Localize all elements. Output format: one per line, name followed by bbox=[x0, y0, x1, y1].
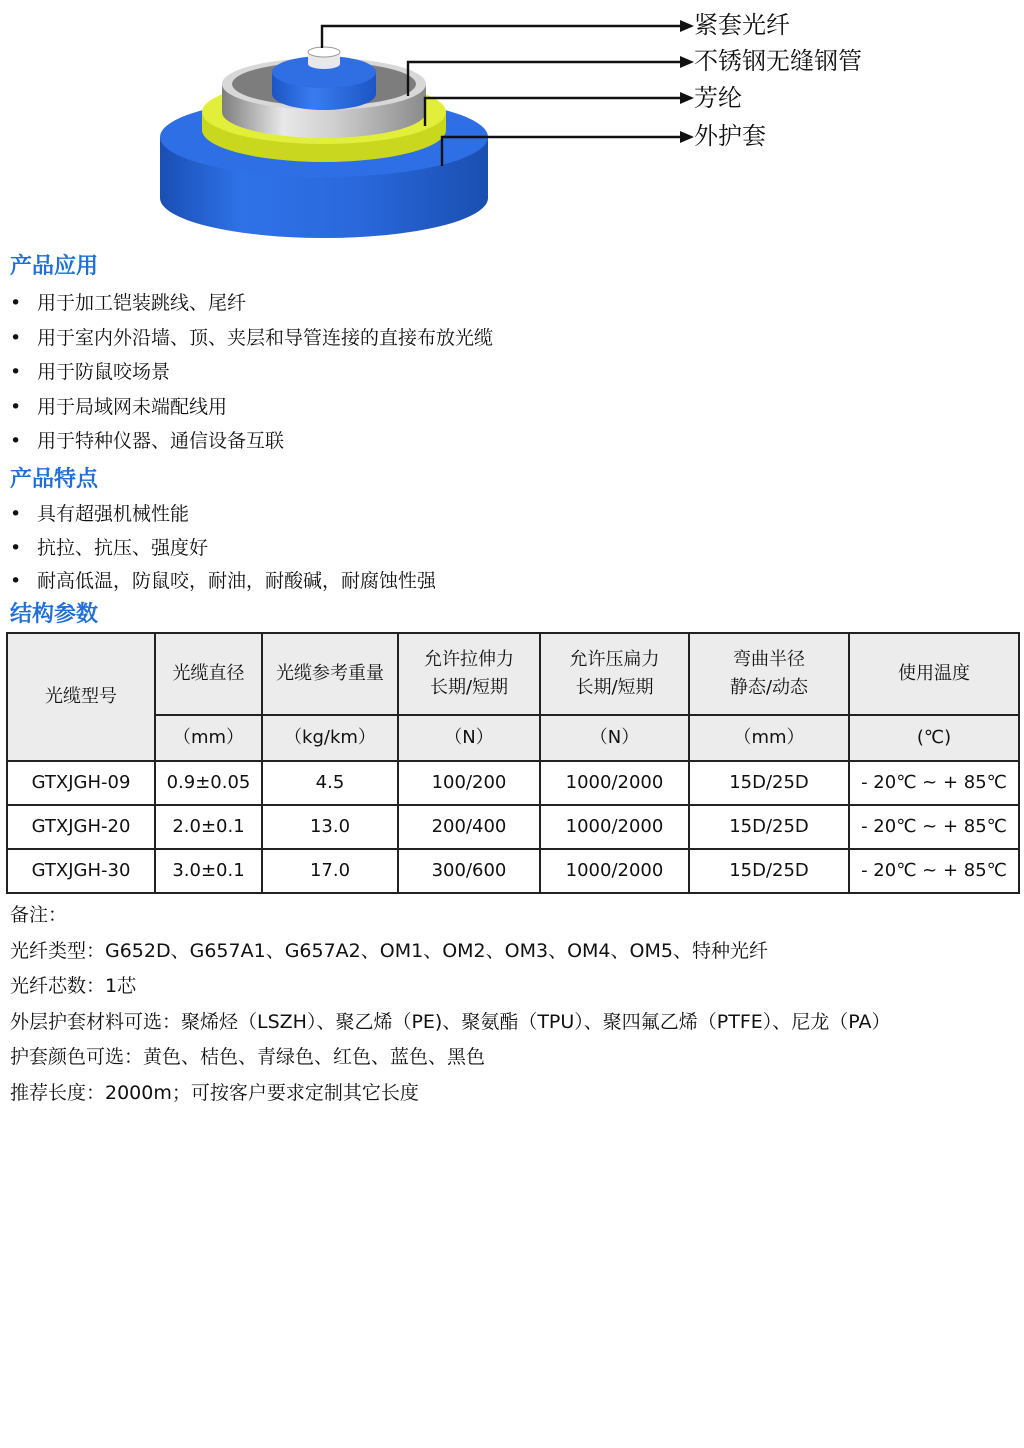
unit-cell: （mm） bbox=[155, 715, 262, 761]
note-jacket-color: 护套颜色可选：黄色、桔色、青绿色、红色、蓝色、黑色 bbox=[10, 1046, 486, 1068]
leader-line-2 bbox=[408, 62, 686, 96]
table-cell: - 20℃ ~ + 85℃ bbox=[849, 849, 1019, 893]
fiber-core-top bbox=[308, 47, 340, 57]
header-diameter: 光缆直径 bbox=[155, 633, 262, 715]
unit-cell: （N） bbox=[540, 715, 689, 761]
note-fiber-count: 光纤芯数：1芯 bbox=[10, 975, 137, 997]
arrow-icon bbox=[680, 131, 694, 143]
unit-cell: （mm） bbox=[689, 715, 849, 761]
table-cell: GTXJGH-20 bbox=[7, 805, 155, 849]
table-cell: 15D/25D bbox=[689, 761, 849, 805]
list-item: • 用于防鼠咬场景 bbox=[10, 355, 493, 390]
table-cell: 4.5 bbox=[262, 761, 398, 805]
header-weight: 光缆参考重量 bbox=[262, 633, 398, 715]
list-item: • 用于室内外沿墙、顶、夹层和导管连接的直接布放光缆 bbox=[10, 321, 493, 356]
list-item: • 用于局域网未端配线用 bbox=[10, 390, 493, 425]
arrow-icon bbox=[680, 56, 694, 68]
unit-cell: （N） bbox=[398, 715, 540, 761]
unit-cell: （kg/km） bbox=[262, 715, 398, 761]
table-cell: GTXJGH-09 bbox=[7, 761, 155, 805]
table-cell: 15D/25D bbox=[689, 805, 849, 849]
arrow-icon bbox=[680, 92, 694, 104]
list-item: • 耐高低温，防鼠咬，耐油，耐酸碱，耐腐蚀性强 bbox=[10, 565, 436, 599]
table-cell: 1000/2000 bbox=[540, 805, 689, 849]
table-row bbox=[7, 849, 1019, 893]
table-row bbox=[7, 805, 1019, 849]
header-model: 光缆型号 bbox=[7, 633, 155, 761]
table-cell: - 20℃ ~ + 85℃ bbox=[849, 805, 1019, 849]
section-title-features: 产品特点 bbox=[10, 467, 99, 492]
spec-table bbox=[6, 632, 1020, 894]
table-cell: 17.0 bbox=[262, 849, 398, 893]
features-list bbox=[10, 498, 436, 599]
list-item: • 具有超强机械性能 bbox=[10, 498, 436, 532]
table-cell: - 20℃ ~ + 85℃ bbox=[849, 761, 1019, 805]
note-fiber-type: 光纤类型：G652D、G657A1、G657A2、OM1、OM2、OM3、OM4、OM5、特种光纤 bbox=[10, 939, 768, 962]
table-cell: GTXJGH-30 bbox=[7, 849, 155, 893]
table-cell: 1000/2000 bbox=[540, 849, 689, 893]
section-title-params: 结构参数 bbox=[10, 602, 99, 627]
header-temperature: 使用温度 bbox=[849, 633, 1019, 715]
table-cell: 13.0 bbox=[262, 805, 398, 849]
note-label: 备注： bbox=[10, 904, 68, 926]
table-cell: 100/200 bbox=[398, 761, 540, 805]
note-length: 推荐长度：2000m；可按客户要求定制其它长度 bbox=[10, 1081, 419, 1104]
table-cell: 3.0±0.1 bbox=[155, 849, 262, 893]
list-item: • 用于加工铠装跳线、尾纤 bbox=[10, 286, 493, 321]
arrow-icon bbox=[680, 20, 694, 32]
header-crush: 允许压扁力 长期/短期 bbox=[540, 633, 689, 715]
leader-line-1 bbox=[322, 26, 686, 48]
list-item: • 用于特种仪器、通信设备互联 bbox=[10, 424, 493, 459]
callout-steel-tube: 不锈钢无缝钢管 bbox=[694, 47, 862, 75]
section-title-application: 产品应用 bbox=[10, 254, 99, 279]
note-jacket-material: 外层护套材料可选：聚烯烃（LSZH）、聚乙烯（PE)、聚氨酯（TPU）、聚四氟乙烯（PTFE）、尼龙（PA） bbox=[10, 1010, 891, 1033]
table-cell: 15D/25D bbox=[689, 849, 849, 893]
unit-cell: (℃) bbox=[849, 715, 1019, 761]
table-cell: 0.9±0.05 bbox=[155, 761, 262, 805]
header-tensile: 允许拉伸力 长期/短期 bbox=[398, 633, 540, 715]
callout-outer-jacket: 外护套 bbox=[694, 122, 766, 150]
callout-tight-buffer-fiber: 紧套光纤 bbox=[694, 11, 790, 39]
application-list bbox=[10, 286, 493, 459]
cable-structure-diagram bbox=[0, 0, 1024, 250]
table-cell: 200/400 bbox=[398, 805, 540, 849]
table-row bbox=[7, 761, 1019, 805]
header-bend-radius: 弯曲半径 静态/动态 bbox=[689, 633, 849, 715]
table-cell: 300/600 bbox=[398, 849, 540, 893]
notes-list bbox=[10, 898, 891, 1111]
table-cell: 1000/2000 bbox=[540, 761, 689, 805]
callout-aramid: 芳纶 bbox=[694, 84, 742, 112]
list-item: • 抗拉、抗压、强度好 bbox=[10, 532, 436, 566]
table-cell: 2.0±0.1 bbox=[155, 805, 262, 849]
